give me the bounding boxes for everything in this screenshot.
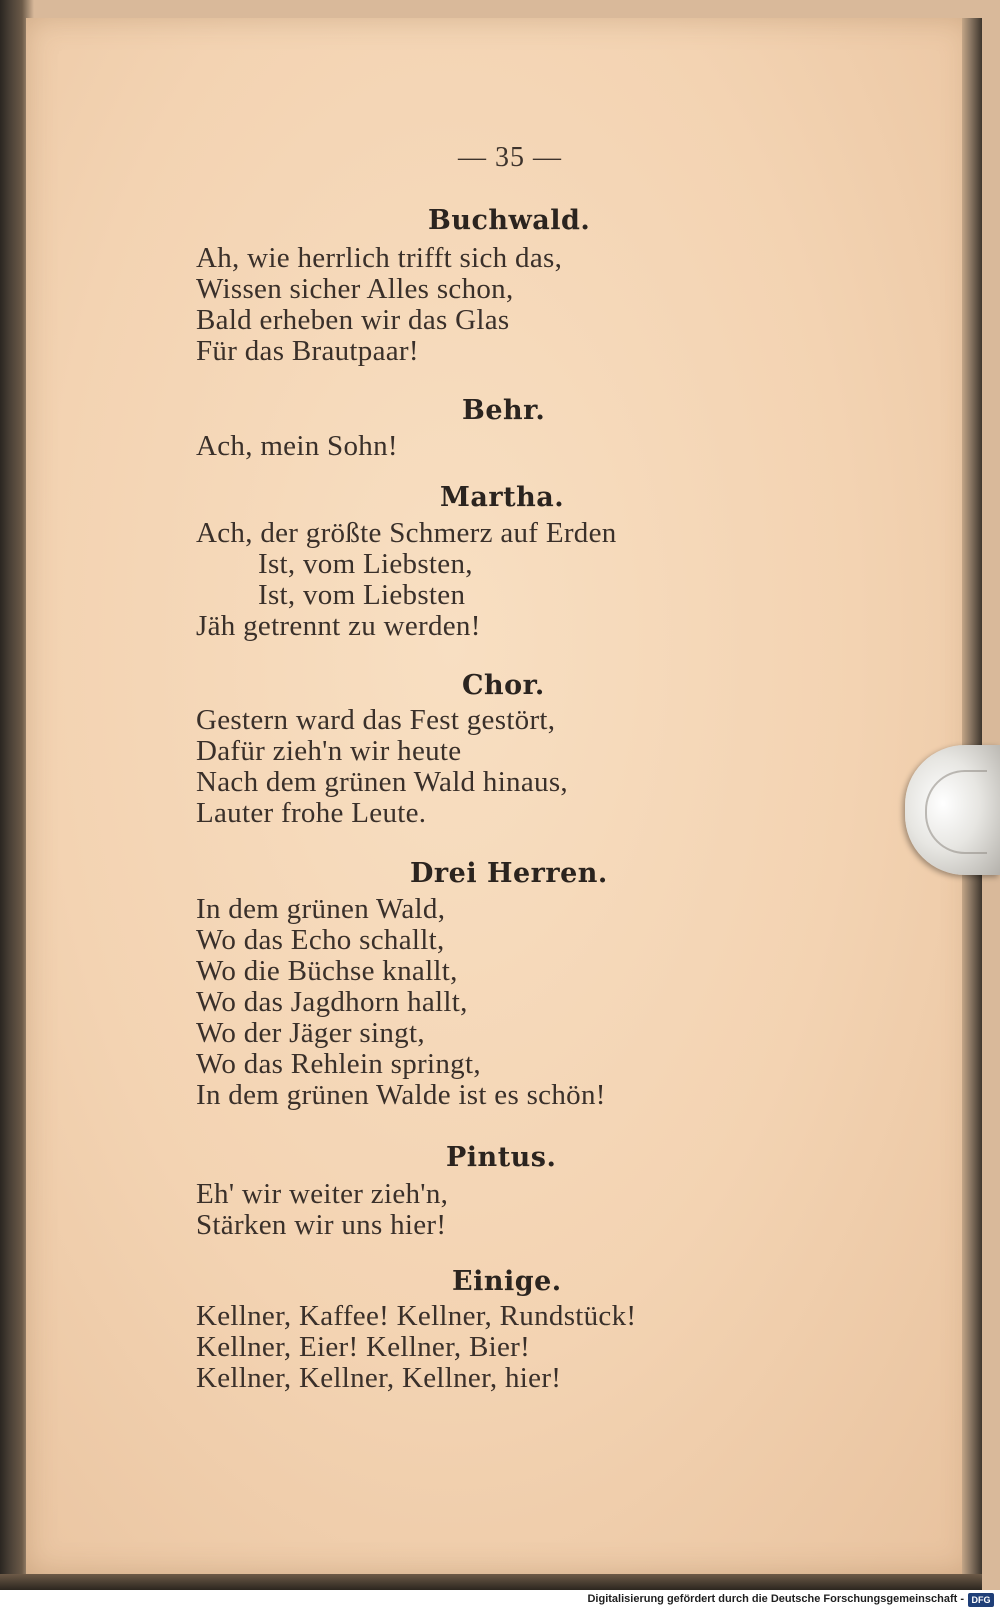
speaker-drei-herren: Drei Herren. — [410, 858, 608, 889]
speaker-pintus: Pintus. — [446, 1142, 557, 1173]
verse-line: Wo das Jagdhorn hallt, — [196, 986, 468, 1018]
speaker-buchwald: Buchwald. — [428, 205, 591, 236]
verse-line: Wissen sicher Alles schon, — [196, 273, 514, 305]
verse-line: Ist, vom Liebsten — [258, 579, 466, 611]
verse-line: Nach dem grünen Wald hinaus, — [196, 766, 568, 798]
dfg-logo-icon: DFG — [968, 1593, 994, 1607]
verse-line: Ah, wie herrlich trifft sich das, — [196, 242, 563, 274]
verse-line: Lauter frohe Leute. — [196, 797, 427, 829]
verse-line: Gestern ward das Fest gestört, — [196, 704, 556, 736]
verse-line: Stärken wir uns hier! — [196, 1209, 447, 1241]
footer-bar — [0, 1590, 1000, 1613]
verse-line: Für das Brautpaar! — [196, 335, 419, 367]
verse-line: Jäh getrennt zu werden! — [196, 610, 481, 642]
page-edge-bottom — [0, 1574, 982, 1590]
verse-line: In dem grünen Walde ist es schön! — [196, 1079, 606, 1111]
funding-notice: Digitalisierung gefördert durch die Deutsche Forschungsgemeinschaft - — [587, 1593, 964, 1605]
speaker-chor: Chor. — [462, 670, 545, 701]
verse-line: Bald erheben wir das Glas — [196, 304, 510, 336]
verse-line: Wo der Jäger singt, — [196, 1017, 425, 1049]
verse-line: Kellner, Kaffee! Kellner, Rundstück! — [196, 1300, 637, 1332]
verse-line: Ach, mein Sohn! — [196, 430, 398, 462]
verse-line: Kellner, Eier! Kellner, Bier! — [196, 1331, 531, 1363]
page-number: — 35 — — [458, 142, 562, 173]
verse-line: Wo das Rehlein springt, — [196, 1048, 481, 1080]
verse-line: Kellner, Kellner, Kellner, hier! — [196, 1362, 562, 1394]
verse-line: Dafür zieh'n wir heute — [196, 735, 462, 767]
verse-line: Ach, der größte Schmerz auf Erden — [196, 517, 617, 549]
speaker-behr: Behr. — [462, 395, 546, 426]
verse-line: Ist, vom Liebsten, — [258, 548, 473, 580]
speaker-martha: Martha. — [440, 482, 565, 513]
verse-line: In dem grünen Wald, — [196, 893, 446, 925]
verse-line: Wo das Echo schallt, — [196, 924, 445, 956]
speaker-einige: Einige. — [452, 1266, 562, 1297]
verse-line: Wo die Büchse knallt, — [196, 955, 458, 987]
verse-line: Eh' wir weiter zieh'n, — [196, 1178, 449, 1210]
